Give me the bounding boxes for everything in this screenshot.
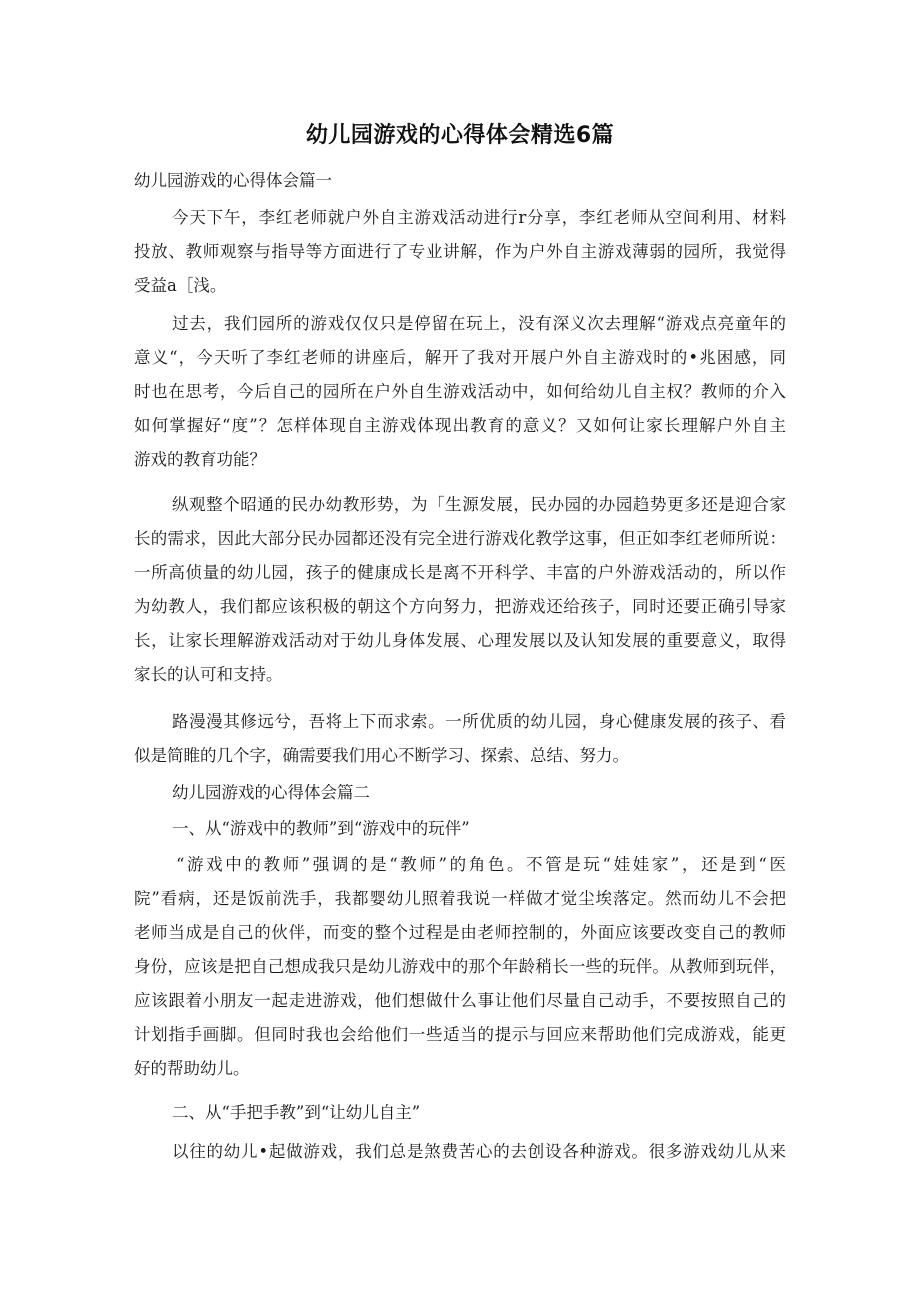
paragraph-line: 一所高侦量的幼儿园，孩子的健康成长是离不开科学、丰富的户外游戏活动的，所以作 — [134, 563, 786, 582]
paragraph-line: 院”看病，还是饭前洗手，我都婴幼儿照着我说一样做才觉尘埃落定。然而幼儿不会把 — [134, 889, 786, 908]
paragraph-line: 好的帮助幼儿。 — [134, 1059, 250, 1078]
paragraph-line: 为幼教人，我们都应该积极的朝这个方向努力，把游戏还给孩子，同时还要正确引导家 — [134, 597, 786, 616]
paragraph-line: 游戏的教育功能？ — [134, 450, 266, 469]
paragraph-line: 长，让家长理解游戏活动对于幼儿身体发展、心理发展以及认知发展的重要意义，取得 — [134, 631, 786, 650]
paragraph-line: 似是简睢的几个字，确需要我们用心不断学习、探索、总结、努力。 — [134, 746, 629, 765]
section-heading-2: 幼儿园游戏的心得体会篇二 — [172, 783, 370, 802]
section-heading-1: 幼儿园游戏的心得体会篇一 — [134, 171, 332, 190]
paragraph-line: 投放、教师观察与指导等方面进行了专业讲解，作为户外自主游戏薄弱的园所，我觉得 — [134, 242, 786, 261]
paragraph-line: 身份，应该是把自己想成我只是幼儿游戏中的那个年龄稍长一些的玩伴。从教师到玩伴， — [134, 957, 786, 976]
paragraph-line: 过去，我们园所的游戏仅仅只是停留在玩上，没有深义次去理解“游戏点亮童年的 — [172, 314, 786, 333]
paragraph-line: 长的需求，因此大部分民办园都还没有完全进行游戏化教学这事，但正如李红老师所说： — [134, 529, 786, 548]
document-title: 幼儿园游戏的心得体会精选6篇 — [305, 123, 615, 148]
paragraph-line: 如何掌握好“度”？怎样体现自主游戏体现出教育的意义？又如何让家长理解户外自主 — [134, 416, 786, 435]
paragraph-line: 应该跟着小朋友一起走进游戏，他们想做什么事让他们尽量自己动手，不要按照自己的 — [134, 991, 786, 1010]
paragraph-line: 以往的幼儿•起做游戏，我们总是煞费苦心的去创设各种游戏。很多游戏幼儿从来 — [172, 1142, 786, 1161]
paragraph-line: 计划指手画脚。但同时我也会给他们一些适当的提示与回应来帮助他们完成游戏，能更 — [134, 1025, 786, 1044]
subheading-2: 二、从“手把手教”到“让幼儿自主” — [172, 1103, 421, 1122]
paragraph-line: 老师当成是自己的伙伴，而变的整个过程是由老师控制的，外面应该要改变自己的教师 — [134, 923, 786, 942]
paragraph-line: 路漫漫其修远兮，吾将上下而求索。一所优质的幼儿园，身心健康发展的孩子、看 — [172, 712, 786, 731]
paragraph-line: 受益a［浅。 — [134, 276, 227, 295]
paragraph-line: “游戏中的教师”强调的是“教师”的角色。不管是玩“娃娃家”，还是到“医 — [176, 855, 786, 874]
paragraph-line: 纵观整个昭通的民办幼教形势，为「生源发展，民办园的办园趋势更多还是迎合家 — [172, 495, 786, 514]
subheading-1: 一、从“游戏中的教师”到“游戏中的玩伴” — [172, 819, 470, 838]
paragraph-line: 家长的认可和支持。 — [134, 665, 283, 684]
paragraph-line: 今天下午，李红老师就户外自主游戏活动进行r分享，李红老师从空间利用、材料 — [172, 208, 786, 227]
paragraph-line: 时也在思考，今后自己的园所在户外自生游戏活动中，如何给幼儿自主权？教师的介入 — [134, 382, 786, 401]
paragraph-line: 意义“，今天听了李红老师的讲座后，解开了我对开展户外自主游戏时的•兆困感，同 — [134, 348, 786, 367]
